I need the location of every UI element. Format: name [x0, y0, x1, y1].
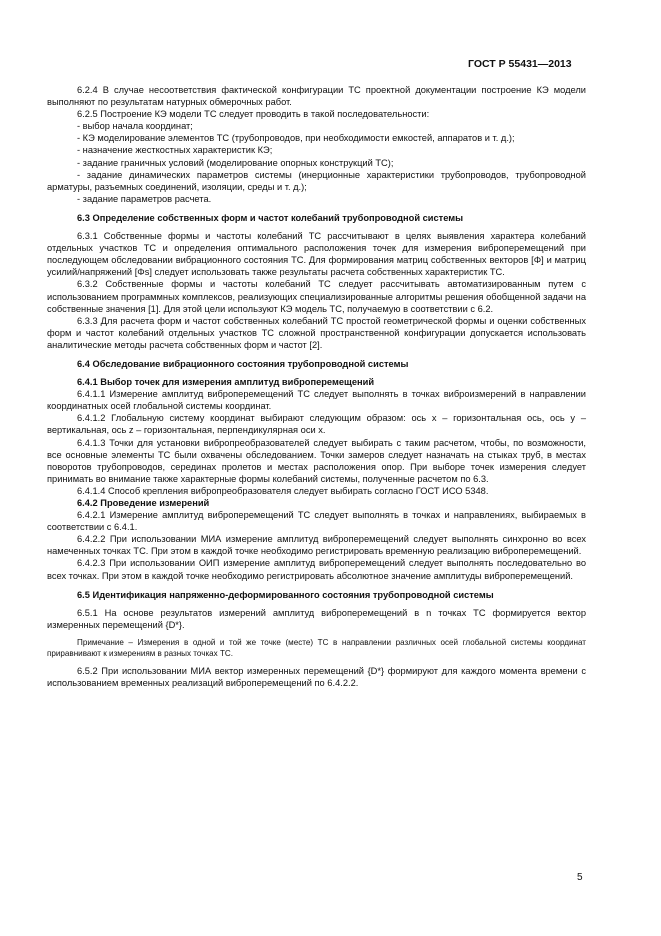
list-item: - КЭ моделирование элементов ТС (трубопроводов, при необходимости емкостей, аппаратов и т. д.);: [77, 133, 515, 144]
para-6-4-1-2: 6.4.1.2 Глобальную систему координат выбирают следующим образом: ось x – горизонтальная ось, ось y – вертикальная, ось z – горизонтальная, перпендикулярная оси x.: [47, 413, 586, 436]
list-item: - задание граничных условий (моделирование опорных конструкций ТС);: [77, 157, 394, 168]
heading-6-4: 6.4 Обследование вибрационного состояния трубопроводной системы: [77, 358, 409, 369]
note: Примечание – Измерения в одной и той же точке (месте) ТС в направлении различных осей глобальной системы координат приравнивают к измерениям в разных точках ТС.: [47, 637, 586, 658]
heading-6-5: 6.5 Идентификация напряженно-деформированного состояния трубопроводной системы: [77, 589, 494, 600]
para-6-4-2-3: 6.4.2.3 При использовании ОИП измерение амплитуд виброперемещений следует выполнять последовательно во всех точках. При этом в каждой точке необходимо регистрировать абсолютное значение амплитуды виброперемещений.: [47, 558, 586, 581]
heading-6-4-1: 6.4.1 Выбор точек для измерения амплитуд виброперемещений: [77, 377, 375, 388]
para-6-3-2: 6.3.2 Собственные формы и частоты колебаний ТС следует рассчитывать автоматизированным путем с использованием программных комплексов, реализующих специализированные алгоритмы решения обобщенной задачи на собственные значения [1]. Для этой цели используют КЭ модель ТС, получаемую в соответствии с 6.2.: [47, 279, 586, 314]
heading-6-3: 6.3 Определение собственных форм и частот колебаний трубопроводной системы: [77, 212, 464, 223]
para-6-4-1-1: 6.4.1.1 Измерение амплитуд виброперемещений ТС следует выполнять в точках виброизмерений в направлении координатных осей глобальной системы координат.: [47, 389, 586, 412]
para-6-4-1-3: 6.4.1.3 Точки для установки вибропреобразователей следует выбирать с таким расчетом, чтобы, по возможности, все основные элементы ТС были охвачены обследованием. Точки замеров следует назначать на стыках труб, в местах поворотов трубопроводов, серединах пролетов и местах расположения опор. При выборе точек измерения следует принимать во внимание также характерные формы колебаний системы, полученные расчетом по 6.3.: [47, 437, 586, 484]
para-6-2-4: 6.2.4 В случае несоответствия фактической конфигурации ТС проектной документации построение КЭ модели выполняют по результатам натурных обмерочных работ.: [47, 85, 586, 108]
para-6-3-3: 6.3.3 Для расчета форм и частот собственных колебаний ТС простой геометрической формы и оценки собственных форм и частот колебаний отдельных участков ТС сложной пространственной конфигурации допускается использовать аналитические методы расчета собственных форм и частот [2].: [47, 315, 586, 350]
list-item: - задание динамических параметров системы (инерционные характеристики трубопроводов, трубопроводной арматуры, разъемных соединений, изоляции, среды и т. д.);: [47, 169, 586, 192]
heading-6-4-2: 6.4.2 Проведение измерений: [77, 498, 210, 508]
page-number: 5: [577, 872, 583, 883]
list-item: - задание параметров расчета.: [77, 193, 212, 204]
list-item: - выбор начала координат;: [77, 121, 193, 132]
para-6-4-2-2: 6.4.2.2 При использовании МИА измерение амплитуд виброперемещений следует выполнять синхронно во всех намеченных точках ТС. При этом в каждой точке необходимо регистрировать временную реализацию виброперемещений.: [47, 534, 586, 557]
para-6-4-1-4: 6.4.1.4 Способ крепления вибропреобразователя следует выбирать согласно ГОСТ ИСО 5348.: [77, 485, 489, 496]
para-6-2-5: 6.2.5 Построение КЭ модели ТС следует проводить в такой последовательности:: [77, 109, 430, 120]
para-6-3-1: 6.3.1 Собственные формы и частоты колебаний ТС рассчитывают в целях выявления характера колебаний отдельных участков ТС и определения оптимального расположения точек для измерения виброперемещений при последующем обследовании вибрационного состояния ТС. Для формирования матриц собственных векторов [Φ] и матриц усилий/напряжений [Φs] следует использовать также результаты расчета собственных характеристик ТС.: [47, 231, 586, 278]
para-6-5-1: 6.5.1 На основе результатов измерений амплитуд виброперемещений в n точках ТС формируется вектор измеренных перемещений {D*}.: [47, 607, 586, 630]
para-6-5-2: 6.5.2 При использовании МИА вектор измеренных перемещений {D*} формируют для каждого момента времени с использованием временных реализаций виброперемещений по 6.4.2.2.: [47, 665, 586, 689]
list-item: - назначение жесткостных характеристик КЭ;: [77, 145, 273, 156]
para-6-4-2-1: 6.4.2.1 Измерение амплитуд виброперемещений ТС следует выполнять в точках и направлениях, выбираемых в соответствии с 6.4.1.: [47, 510, 586, 533]
document-id: ГОСТ Р 55431—2013: [468, 58, 572, 70]
page-body: [47, 58, 586, 689]
